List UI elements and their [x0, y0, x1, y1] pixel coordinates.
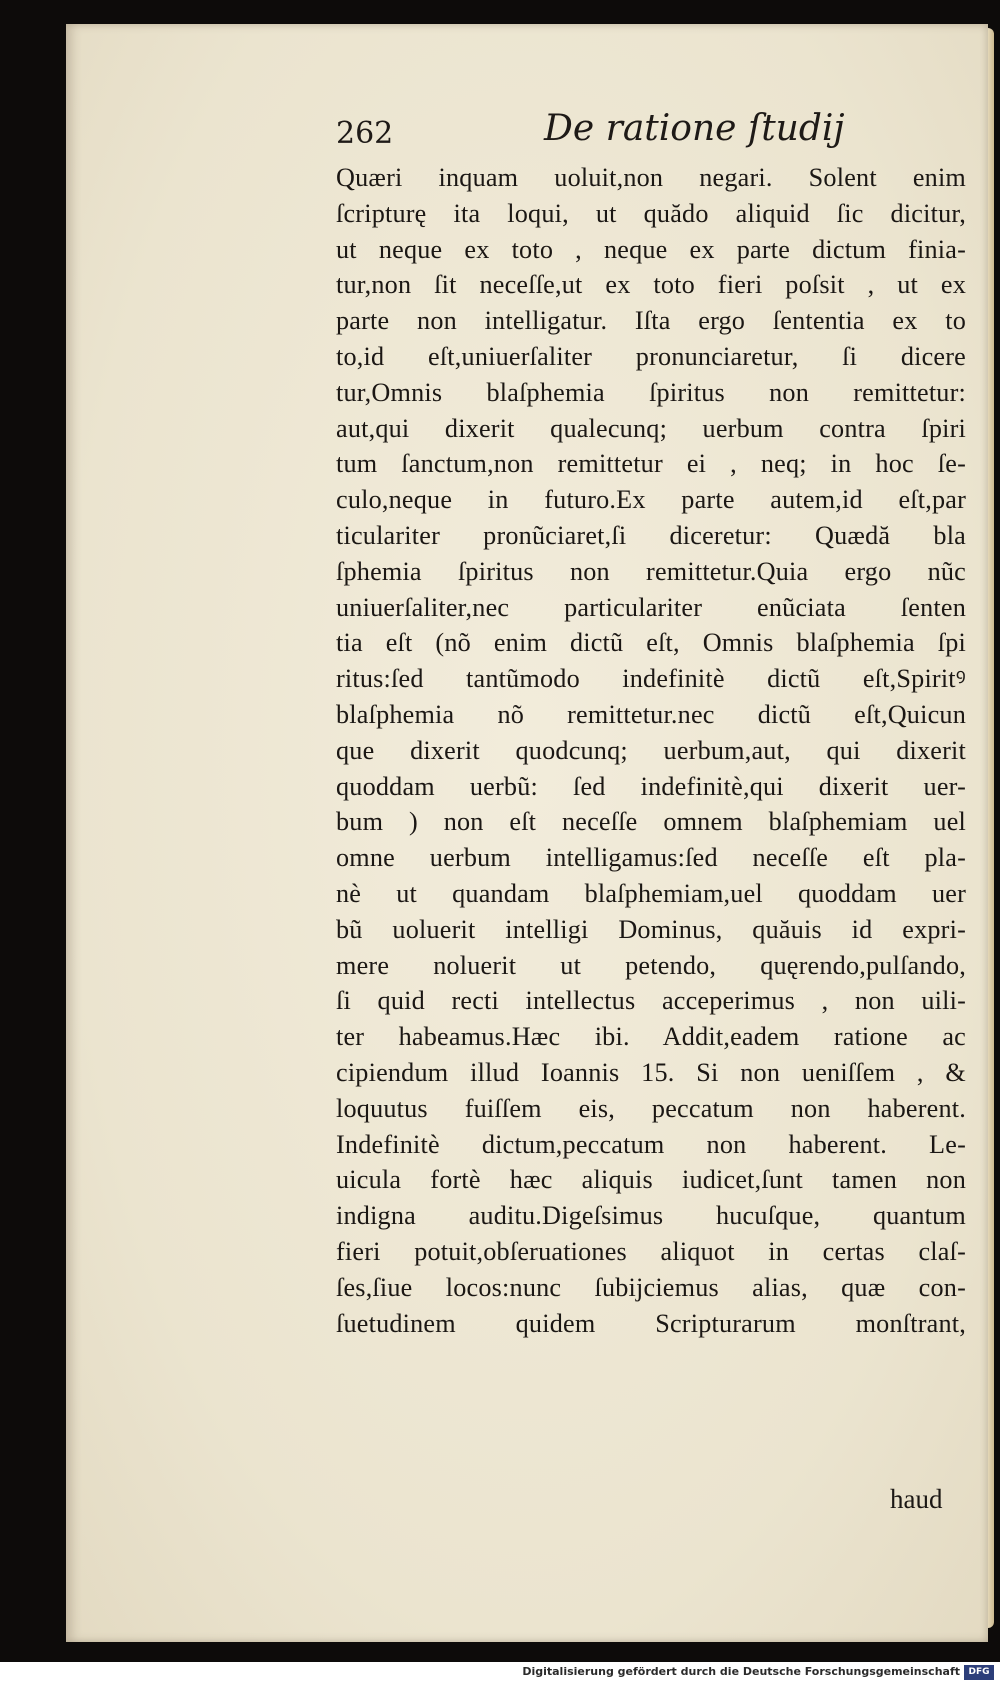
text-line: ſuetudinem quidem Scripturarum monſtrant,	[336, 1308, 966, 1338]
text-line: ſcripturę ita loqui, ut quădo aliquid ſic dicitur,	[336, 198, 966, 228]
text-line: quoddam uerbũ: ſed indefinitè,qui dixerit uer-	[336, 771, 966, 801]
text-line: to,id eſt,uniuerſaliter pronunciaretur, ſi dicere	[336, 341, 966, 371]
text-line: cipiendum illud Ioannis 15. Si non ueniſſem , &	[336, 1057, 966, 1087]
dfg-logo-icon: DFG	[964, 1665, 994, 1680]
page-number: 262	[336, 116, 394, 151]
text-line: ſphemia ſpiritus non remittetur.Quia ergo nũc	[336, 556, 966, 586]
text-line: mere noluerit ut petendo, quęrendo,pulſando,	[336, 950, 966, 980]
footer-bar	[0, 1662, 1000, 1684]
text-line: loquutus fuiſſem eis, peccatum non haberent.	[336, 1093, 966, 1123]
body-text	[336, 160, 966, 1341]
text-line: tur,Omnis blaſphemia ſpiritus non remittetur:	[336, 377, 966, 407]
text-line: blaſphemia nõ remittetur.nec dictũ eſt,Quicun	[336, 699, 966, 729]
text-line: ticulariter pronũciaret,ſi diceretur: Quædă bla	[336, 520, 966, 550]
text-line: ritus:ſed tantũmodo indefinitè dictũ eſt,Spiritꝰ	[336, 664, 966, 694]
catchword: haud	[890, 1484, 943, 1514]
text-line: omne uerbum intelligamus:ſed neceſſe eſt pla-	[336, 843, 966, 873]
text-line: uniuerſaliter,nec particulariter enũciata ſenten	[336, 592, 966, 622]
running-title: De ratione ſtudij	[544, 108, 845, 149]
text-line: tum ſanctum,non remittetur ei , neq; in hoc ſe-	[336, 449, 966, 479]
text-line: que dixerit quodcunq; uerbum,aut, qui dixerit	[336, 735, 966, 765]
text-line: tia eſt (nõ enim dictũ eſt, Omnis blaſphemia ſpi	[336, 628, 966, 658]
text-line: culo,neque in futuro.Ex parte autem,id eſt,par	[336, 485, 966, 515]
text-line: ter habeamus.Hæc ibi. Addit,eadem ratione ac	[336, 1022, 966, 1052]
text-line: Indefinitè dictum,peccatum non haberent. Le-	[336, 1129, 966, 1159]
text-line: ut neque ex toto , neque ex parte dictum finia-	[336, 234, 966, 264]
text-line: bũ uoluerit intelligi Dominus, quăuis id expri-	[336, 914, 966, 944]
footer-credit: Digitalisierung gefördert durch die Deutsche Forschungsgemeinschaft	[522, 1665, 960, 1678]
text-line: ſi quid recti intellectus acceperimus , non uili-	[336, 986, 966, 1016]
text-line: bum ) non eſt neceſſe omnem blaſphemiam uel	[336, 807, 966, 837]
text-line: ſes,ſiue locos:nunc ſubijciemus alias, quæ con-	[336, 1272, 966, 1302]
text-line: indigna auditu.Digeſsimus hucuſque, quantum	[336, 1201, 966, 1231]
text-line: tur,non ſit neceſſe,ut ex toto fieri poſsit , ut ex	[336, 270, 966, 300]
text-line: fieri potuit,obſeruationes aliquot in certas claſ-	[336, 1236, 966, 1266]
text-line: Quæri inquam uoluit,non negari. Solent enim	[336, 163, 966, 192]
text-line: aut,qui dixerit qualecunq; uerbum contra ſpiri	[336, 413, 966, 443]
text-line: nè ut quandam blaſphemiam,uel quoddam uer	[336, 878, 966, 908]
text-line: parte non intelligatur. Iſta ergo ſententia ex to	[336, 306, 966, 336]
text-line: uicula fortè hæc aliquis iudicet,ſunt tamen non	[336, 1165, 966, 1195]
